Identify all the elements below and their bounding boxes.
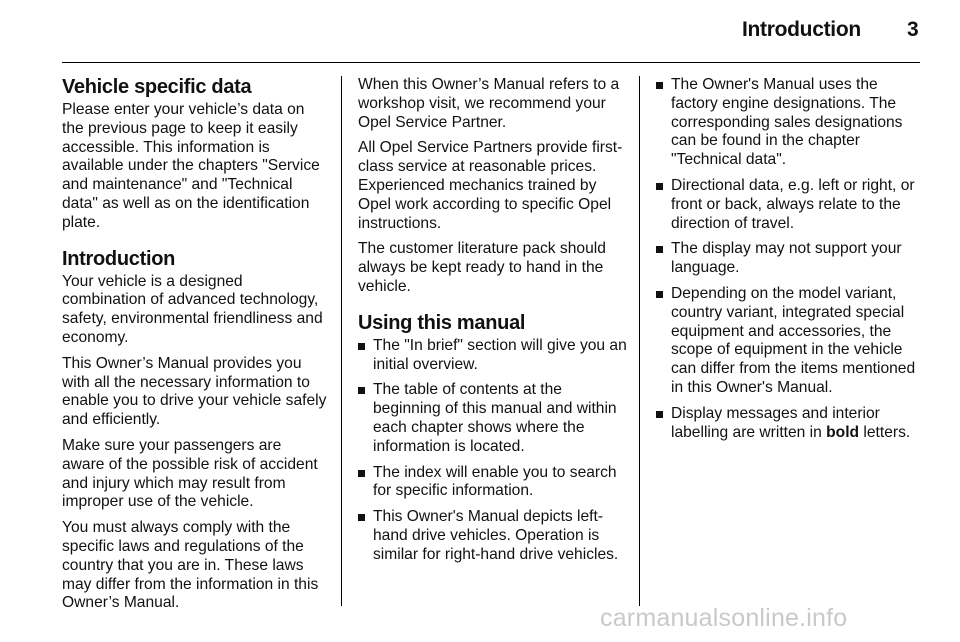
list-item-text: Directional data, e.g. left or right, or front or back, always relate to the direction of travel. <box>671 176 915 232</box>
list-item <box>358 381 628 456</box>
square-bullet-icon <box>358 470 365 477</box>
column-1 <box>62 76 328 620</box>
list-item-text: The Owner's Manual uses the factory engine designations. The corresponding sales designations can be found in the chapter "Technical data". <box>671 76 903 169</box>
paragraph: This Owner’s Manual provides you with all the necessary information to enable you to drive your vehicle safely and efficiently. <box>62 354 327 429</box>
square-bullet-icon <box>358 514 365 521</box>
column-divider-1 <box>341 76 342 606</box>
paragraph: You must always comply with the specific laws and regulations of the country that you are in. These laws may differ from the information in this Owner’s Manual. <box>62 519 319 612</box>
paragraph: All Opel Service Partners provide first-class service at reasonable prices. Experienced mechanics trained by Opel work according to specific Opel instructions. <box>358 139 623 232</box>
paragraph: Please enter your vehicle’s data on the previous page to keep it easily accessible. This information is available under the chapters "Service and maintenance" and "Technical data" as well as on the identification plate. <box>62 101 320 231</box>
list-item <box>656 405 926 443</box>
paragraph: When this Owner’s Manual refers to a workshop visit, we recommend your Opel Service Partner. <box>358 76 620 131</box>
page-title: Introduction <box>742 18 861 41</box>
list-item-text: The index will enable you to search for specific information. <box>373 463 617 500</box>
column-divider-2 <box>639 76 640 606</box>
square-bullet-icon <box>656 291 663 298</box>
section-heading-vehicle-specific-data: Vehicle specific data <box>62 76 252 98</box>
page-number: 3 <box>907 18 919 41</box>
list-item-text: The display may not support your language. <box>671 240 902 277</box>
list-item-text: The "In brief" section will give you an initial overview. <box>373 336 627 373</box>
paragraph: Make sure your passengers are aware of the possible risk of accident and injury which may result from improper use of the vehicle. <box>62 436 318 511</box>
header-divider <box>62 62 920 63</box>
list-item-text: This Owner's Manual depicts left-hand drive vehicles. Operation is similar for right-hand drive vehicles. <box>373 508 619 563</box>
list-item-text: The table of contents at the beginning of this manual and within each chapter shows where the information is located. <box>373 381 617 455</box>
list-item <box>656 240 926 278</box>
paragraph: Your vehicle is a designed combination of advanced technology, safety, environmental friendliness and economy. <box>62 272 323 346</box>
list-item <box>358 337 628 375</box>
list-item <box>656 177 926 233</box>
square-bullet-icon <box>656 82 663 89</box>
list-item <box>656 285 926 398</box>
square-bullet-icon <box>358 343 365 350</box>
column-3 <box>656 76 926 449</box>
column-2 <box>358 76 628 572</box>
square-bullet-icon <box>656 183 663 190</box>
watermark-text: carmanualsonline.info <box>600 604 848 632</box>
square-bullet-icon <box>656 411 663 418</box>
square-bullet-icon <box>358 387 365 394</box>
list-item-text-before: Display messages and interior labelling are written in <box>671 404 880 441</box>
bullet-list <box>656 76 926 442</box>
list-item-text-after: letters. <box>859 423 911 441</box>
list-item <box>358 464 628 502</box>
list-item-text: Depending on the model variant, country variant, integrated special equipment and accessories, the scope of equipment in the vehicle can differ from the items mentioned in this Owner's Manual. <box>671 284 916 396</box>
section-heading-introduction: Introduction <box>62 247 176 270</box>
list-item <box>656 76 926 170</box>
square-bullet-icon <box>656 246 663 253</box>
bullet-list <box>358 337 628 565</box>
list-item <box>358 508 628 564</box>
section-heading-using-this-manual: Using this manual <box>358 311 526 334</box>
paragraph: The customer literature pack should always be kept ready to hand in the vehicle. <box>358 240 606 295</box>
bold-word: bold <box>826 423 860 441</box>
